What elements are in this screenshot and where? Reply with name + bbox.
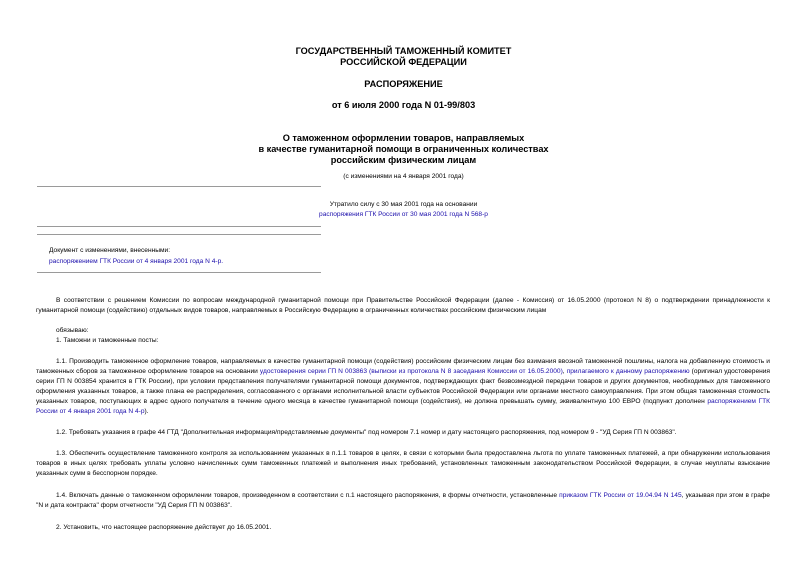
expired-note: Утратило силу с 30 мая 2001 года на основании xyxy=(329,201,478,208)
title-line3: российским физическим лицам xyxy=(330,155,477,165)
org-name-line2: РОССИЙСКОЙ ФЕДЕРАЦИИ xyxy=(340,57,467,67)
paragraph-1-1-text: , xyxy=(562,368,567,375)
document-date: от 6 июля 2000 года N 01-99/803 xyxy=(331,100,476,110)
paragraph-1-3: 1.3. Обеспечить осуществление таможенного контроля за использованием указанных в п.1.1 товаров в целях, в связи с которыми была предоставлена льгота по уплате таможенных платежей, а при обнаружении использования товаров в иных целях требовать уплаты условно начисленных сумм таможенных платежей и выполнения иных требований, установленных таможенным законодательством Российской Федерации, в случае неуплаты взыскание указанных сумм в бесспорном порядке. xyxy=(36,450,770,477)
paragraph-1-4-text: , указывая при этом в графе "N и дата контракта" форм отчетности "УД Серия ГП N 003863". xyxy=(36,492,770,509)
order-link[interactable]: приказом ГТК России от 19.04.94 N 145 xyxy=(559,492,682,499)
divider xyxy=(37,226,321,227)
paragraph-1-2: 1.2. Требовать указания в графе 44 ГТД "Дополнительная информация/представляемые документы" под номером 7.1 номер и дату настоящего распоряжения, под номером 9 - "УД Серия ГП N 003863". xyxy=(56,429,677,436)
changes-link[interactable]: распоряжением ГТК России от 4 января 2001 года N 4-р. xyxy=(49,258,224,265)
org-name-line1: ГОСУДАРСТВЕННЫЙ ТАМОЖЕННЫЙ КОМИТЕТ xyxy=(295,46,512,56)
paragraph-1-1-text: (оригинал удостоверения серии ГП N 003854 хранится в ГТК России), при условии представления получателями гуманитарной помощи документов, подтверждающих факт безвозмездной передачи товаров и других документов, необходимых для таможенного оформления указанных товаров, а также плана ее распределения, согласованного с органами исполнительной власти субъектов Российской Федерации или органами местного самоуправления. При этом общая таможенная стоимость указанных товаров, поступающих в адрес одного получателя в течение одного месяца в качестве гуманитарной помощи (содействия), не должна превышать сумму, эквивалентную 100 ЕВРО (подпункт дополнен xyxy=(36,368,771,405)
title-line1: О таможенном оформлении товаров, направляемых xyxy=(282,133,525,143)
divider xyxy=(37,234,321,235)
attachment-link[interactable]: прилагаемого к данному распоряжению xyxy=(566,368,690,375)
expired-link[interactable]: распоряжения ГТК России от 30 мая 2001 года N 568-р xyxy=(319,211,488,218)
changes-note: Документ с изменениями, внесенными: xyxy=(49,247,171,254)
divider xyxy=(37,272,321,273)
divider xyxy=(37,186,321,187)
paragraph-2: 2. Установить, что настоящее распоряжение действует до 16.05.2001. xyxy=(56,524,272,531)
amendments-note: (с изменениями на 4 января 2001 года) xyxy=(343,173,464,180)
obligate-line: обязываю: xyxy=(56,327,89,334)
paragraph-1-4 xyxy=(36,491,770,511)
paragraph-1-4-text: 1.4. Включать данные о таможенном оформлении товаров, произведенном в соответствии с п.1 настоящего распоряжения, в формы отчетности, установленные xyxy=(56,492,560,499)
paragraph-1: 1. Таможни и таможенные посты: xyxy=(56,337,159,344)
title-line2: в качестве гуманитарной помощи в ограниченных количествах xyxy=(258,144,549,154)
paragraph-1-1 xyxy=(36,357,770,417)
preamble-paragraph: В соответствии с решением Комиссии по вопросам международной гуманитарной помощи при Правительстве Российской Федерации (далее - Комиссия) от 16.05.2000 (протокол N 8) о подтверждении принадлежности к гуманитарной помощи (содействию) отдельных видов товаров, направляемых в Российскую Федерацию в ограниченных количествах российским физическим лицам xyxy=(36,297,770,314)
paragraph-1-1-text: ). xyxy=(144,408,149,415)
amendment-link[interactable]: распоряжением ГТК России от 4 января 2001 года N 4-р xyxy=(36,398,770,415)
certificate-link[interactable]: удостоверения серии ГП N 003863 (выписки из протокола N 8 заседания Комиссии от 16.05.2000) xyxy=(259,368,563,375)
paragraph-1-1-text: 1.1. Производить таможенное оформление товаров, направляемых в качестве гуманитарной помощи (содействия) российским физическим лицам без взимания ввозной таможенной пошлины, налога на добавленную стоимость и таможенных сборов за таможенное оформление товаров на основании xyxy=(36,358,770,375)
document-type: РАСПОРЯЖЕНИЕ xyxy=(364,79,443,89)
